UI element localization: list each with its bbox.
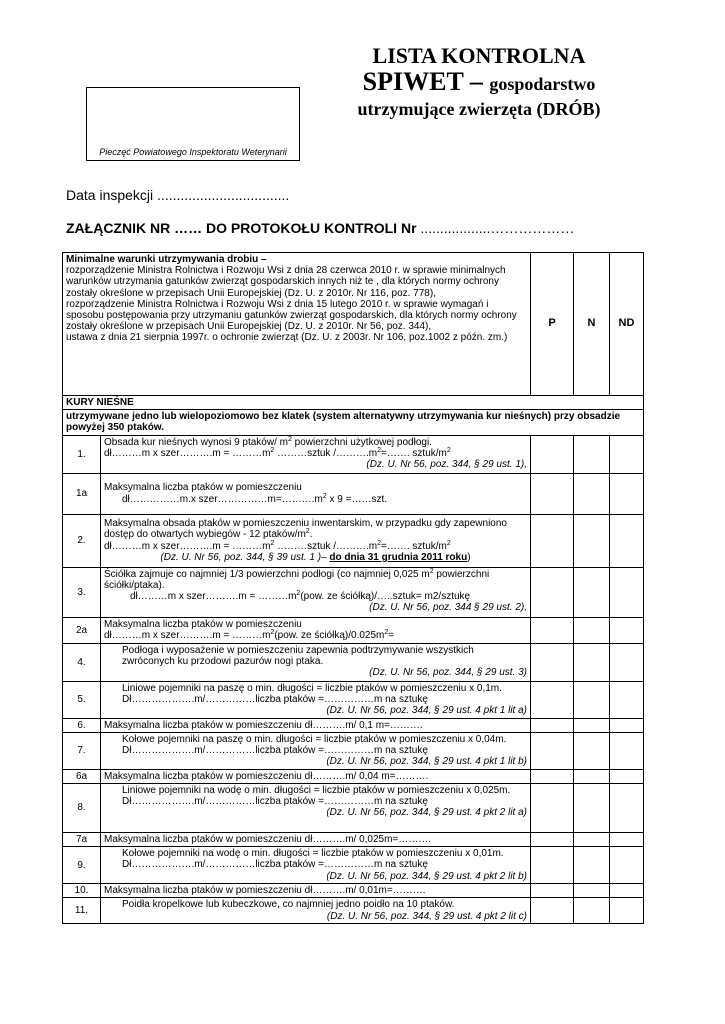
row-number: 5. — [63, 681, 101, 718]
row-number: 8. — [63, 784, 101, 833]
row-number: 2a — [63, 617, 101, 643]
check-p[interactable] — [531, 884, 574, 898]
intro-row — [63, 253, 644, 396]
stamp-label: Pieczęć Powiatowego Inspektoratu Weterynarii — [99, 147, 287, 157]
table-row — [63, 617, 644, 643]
check-p[interactable] — [531, 514, 574, 567]
table-row — [63, 681, 644, 718]
intro-regulation-2: rozporządzenie Ministra Rolnictwa i Rozwoju Wsi z dnia 15 lutego 2010 r. w sprawie wymagań i sposobu postępowania przy utrzymaniu gatunków zwierząt gospodarskich, dla których normy ochrony zostały określone w przepisach Unii Europejskiej (Dz. U. z 2010r. Nr 56, poz. 344), — [66, 298, 517, 333]
subsection-title: utrzymywane jedno lub wielopoziomowo bez klatek (system alternatywny utrzymywania kur nieśnych) przy obsadzie powyżej 350 ptaków. — [63, 410, 644, 435]
intro-regulation-3: ustawa z dnia 21 sierpnia 1997r. o ochronie zwierząt (Dz. U. z 2003r. Nr 106, poz.1002 z późn. zm.) — [66, 332, 508, 344]
row-number: 1. — [63, 435, 101, 473]
check-n[interactable] — [574, 732, 610, 769]
stamp-box — [86, 87, 300, 161]
table-row — [63, 435, 644, 473]
row-content: Maksymalna liczba ptaków w pomieszczeniu dł……….m/ 0,025m=………. — [101, 833, 531, 847]
row-content: Liniowe pojemniki na paszę o min. długości = liczbie ptaków w pomieszczeniu x 0,1m. Dł……………….m/……………liczba ptaków =……………m na sztukę (Dz. U. Nr 56, poz. 344, § 29 ust. 4 pkt 1 lit a) — [101, 681, 531, 718]
check-n[interactable] — [574, 514, 610, 567]
annex-number-field[interactable]: …… — [174, 220, 203, 236]
check-p[interactable] — [531, 617, 574, 643]
subsection-row — [63, 410, 644, 435]
check-nd[interactable] — [610, 847, 644, 884]
check-nd[interactable] — [610, 643, 644, 681]
row-number: 4. — [63, 643, 101, 681]
check-nd[interactable] — [610, 784, 644, 833]
check-p[interactable] — [531, 847, 574, 884]
intro-title: Minimalne warunki utrzymywania drobiu – — [66, 254, 267, 265]
check-n[interactable] — [574, 769, 610, 783]
document-subtitle — [330, 68, 628, 95]
table-row — [63, 898, 644, 924]
table-row — [63, 833, 644, 847]
check-p[interactable] — [531, 784, 574, 833]
check-p[interactable] — [531, 435, 574, 473]
row-content: Liniowe pojemniki na wodę o min. długości = liczbie ptaków w pomieszczeniu x 0,025m. Dł……………….m/……………liczba ptaków =……………m na sztukę (Dz. U. Nr 56, poz. 344, § 29 ust. 4 pkt 2 lit a) — [101, 784, 531, 833]
check-n[interactable] — [574, 567, 610, 617]
row-number: 1a — [63, 473, 101, 514]
annex-label: ZAŁĄCZNIK NR — [66, 220, 171, 236]
inspection-date — [66, 187, 289, 203]
header-nd: ND — [610, 253, 644, 396]
check-n[interactable] — [574, 884, 610, 898]
check-nd[interactable] — [610, 769, 644, 783]
check-n[interactable] — [574, 643, 610, 681]
annex-middle: DO PROTOKOŁU KONTROLI Nr — [206, 220, 417, 236]
table-row — [63, 643, 644, 681]
table-row — [63, 769, 644, 783]
legal-reference: (Dz. U. Nr 56, poz. 344 § 29 ust. 2), — [369, 602, 527, 614]
table-row — [63, 784, 644, 833]
row-content: Kołowe pojemniki na paszę o min. długości = liczbie ptaków w pomieszczeniu x 0,04m. Dł……………….m/……………liczba ptaków =……………m na sztukę (Dz. U. Nr 56, poz. 344, § 29 ust. 4 pkt 1 lit b) — [101, 732, 531, 769]
check-p[interactable] — [531, 473, 574, 514]
legal-reference: (Dz. U. Nr 56, poz. 344, § 29 ust. 4 pkt 1 lit a) — [326, 705, 527, 717]
check-n[interactable] — [574, 718, 610, 732]
check-n[interactable] — [574, 473, 610, 514]
row-content: Maksymalna liczba ptaków w pomieszczeniu dł……….m/ 0,01m=………. — [101, 884, 531, 898]
table-row — [63, 718, 644, 732]
row-number: 10. — [63, 884, 101, 898]
check-n[interactable] — [574, 617, 610, 643]
check-n[interactable] — [574, 681, 610, 718]
intro-cell — [63, 253, 531, 396]
header-n: N — [574, 253, 610, 396]
inspection-date-label: Data inspekcji — [66, 187, 154, 203]
row-number: 6a — [63, 769, 101, 783]
annex-heading — [66, 220, 574, 236]
check-p[interactable] — [531, 681, 574, 718]
legal-reference: (Dz. U. Nr 56, poz. 344, § 29 ust. 4 pkt 1 lit b) — [326, 756, 527, 768]
row-content: Maksymalna liczba ptaków w pomieszczeniu dł……….m/ 0,1 m=………. — [101, 718, 531, 732]
table-row — [63, 884, 644, 898]
row-content: Maksymalna liczba ptaków w pomieszczeniu dł………m x szer……….m = $\dots\dots\dots m^2(pow$. ze $ściółką)/0.025m^2=$ — [101, 617, 531, 643]
table-row — [63, 732, 644, 769]
check-p[interactable] — [531, 643, 574, 681]
check-p[interactable] — [531, 567, 574, 617]
section-title: KURY NIEŚNE — [63, 396, 644, 410]
row-number: 11. — [63, 898, 101, 924]
check-n[interactable] — [574, 847, 610, 884]
section-row — [63, 396, 644, 410]
document-subtitle-2: utrzymujące zwierzęta (DRÓB) — [357, 99, 601, 119]
intro-regulation-1: rozporządzenie Ministra Rolnictwa i Rozwoju Wsi z dnia 28 czerwca 2010 r. w sprawie minimalnych warunków utrzymania gatunków zwierząt gospodarskich innych niż te , dla których normy ochrony zostały określone w przepisach Unii Europejskiej (Dz. U. z 2010r. Nr 116, poz. 778), — [66, 265, 506, 299]
check-n[interactable] — [574, 784, 610, 833]
check-n[interactable] — [574, 435, 610, 473]
check-nd[interactable] — [610, 567, 644, 617]
check-nd[interactable] — [610, 681, 644, 718]
row-content: Maksymalna liczba ptaków w pomieszczeniu dł……………m.x $szer\dots\dots\dots\dots\dots m=\dots\dots\dots.m^2$ x 9 =……szt. — [101, 473, 531, 514]
header-p: P — [531, 253, 574, 396]
row-content: Obsada kur nieśnych wynosi 9 ptaków/ $m^2$ powierzchni użytkowej podłogi. dł………m x szer……….m = $\dots\dots\dots m^2$ ………sztuk $/\dots\dots\dots.m^2=\dots\dots$. sztuk/$m^2$ (Dz. U. Nr 56, poz. 344, § 29 ust. 1), — [101, 435, 531, 473]
check-nd[interactable] — [610, 732, 644, 769]
inspection-date-field[interactable]: .................................. — [157, 187, 290, 203]
check-nd[interactable] — [610, 884, 644, 898]
row-number: 3. — [63, 567, 101, 617]
row-content: Poidła kropelkowe lub kubeczkowe, co najmniej jedno poidło na 10 ptaków. (Dz. U. Nr 56, poz. 344, § 29 ust. 4 pkt 2 lit c) — [101, 898, 531, 924]
legal-reference: (Dz. U. Nr 56, poz. 344, § 29 ust. 4 pkt 2 lit c) — [326, 910, 527, 922]
check-p[interactable] — [531, 833, 574, 847]
check-nd[interactable] — [610, 898, 644, 924]
legal-reference: (Dz. U. Nr 56, poz. 344, § 29 ust. 3) — [369, 667, 527, 679]
legal-reference: (Dz. U. Nr 56, poz. 344, § 29 ust. 4 pkt 2 lit a) — [326, 807, 527, 819]
check-n[interactable] — [574, 898, 610, 924]
table-row — [63, 847, 644, 884]
document-title: LISTA KONTROLNA — [372, 43, 586, 68]
row-content: Maksymalna liczba ptaków w pomieszczeniu dł……….m/ 0,04 m=………. — [101, 769, 531, 783]
row-content: Podłoga i wyposażenie w pomieszczeniu zapewnia podtrzymywanie wszystkich zwróconych ku przodowi pazurów nogi ptaka. (Dz. U. Nr 56, poz. 344, § 29 ust. 3) — [101, 643, 531, 681]
row-content: Ściółka zajmuje co najmniej 1/3 powierzchni podłogi (co najmniej 0,025 $m^2$ powierzchni ściółki/ptaka). dł………m x szer……….m = $\dots\dots\dots m^2(pow$. ze ściółką)/…..sztuk= m2/sztukę (Dz. U. Nr 56, poz. 344 § 29 ust. 2), — [101, 567, 531, 617]
check-p[interactable] — [531, 732, 574, 769]
subtitle-main: SPIWET – — [362, 67, 483, 96]
row-number: 7. — [63, 732, 101, 769]
check-nd[interactable] — [610, 435, 644, 473]
check-nd[interactable] — [610, 833, 644, 847]
row-number: 9. — [63, 847, 101, 884]
legal-reference: (Dz. U. Nr 56, poz. 344, § 29 ust. 4 pkt 2 lit b) — [326, 870, 527, 882]
table-row — [63, 514, 644, 567]
checklist-table — [62, 252, 644, 924]
row-number: 2. — [63, 514, 101, 567]
row-content: Maksymalna obsada ptaków w pomieszczeniu inwentarskim, w przypadku gdy zapewniono dostęp do otwartych wybiegów - 12 ptaków/$m^2$. dł………m x szer……….m = $\dots\dots\dots m^2$ ………sztuk $/\dots\dots\dots.m^2=\dots\dots$. sztuk/$m^2$ (Dz. U. Nr 56, poz. 344, § 39 ust. 1 )– do dnia 31 grudnia 2011 roku) — [101, 514, 531, 567]
legal-reference: (Dz. U. Nr 56, poz. 344, § 29 ust. 1), — [366, 459, 527, 471]
subtitle-small: gospodarstwo — [489, 74, 596, 94]
row-content: Kołowe pojemniki na wodę o min. długości = liczbie ptaków w pomieszczeniu x 0,01m. Dł……………….m/……………liczba ptaków =……………m na sztukę (Dz. U. Nr 56, poz. 344, § 29 ust. 4 pkt 2 lit b) — [101, 847, 531, 884]
table-row — [63, 567, 644, 617]
check-p[interactable] — [531, 898, 574, 924]
check-p[interactable] — [531, 769, 574, 783]
check-p[interactable] — [531, 718, 574, 732]
protocol-number-field[interactable]: ..................……………… — [420, 220, 575, 236]
check-n[interactable] — [574, 833, 610, 847]
row-number: 6. — [63, 718, 101, 732]
check-nd[interactable] — [610, 473, 644, 514]
check-nd[interactable] — [610, 617, 644, 643]
table-row — [63, 473, 644, 514]
check-nd[interactable] — [610, 718, 644, 732]
row-number: 7a — [63, 833, 101, 847]
check-nd[interactable] — [610, 514, 644, 567]
